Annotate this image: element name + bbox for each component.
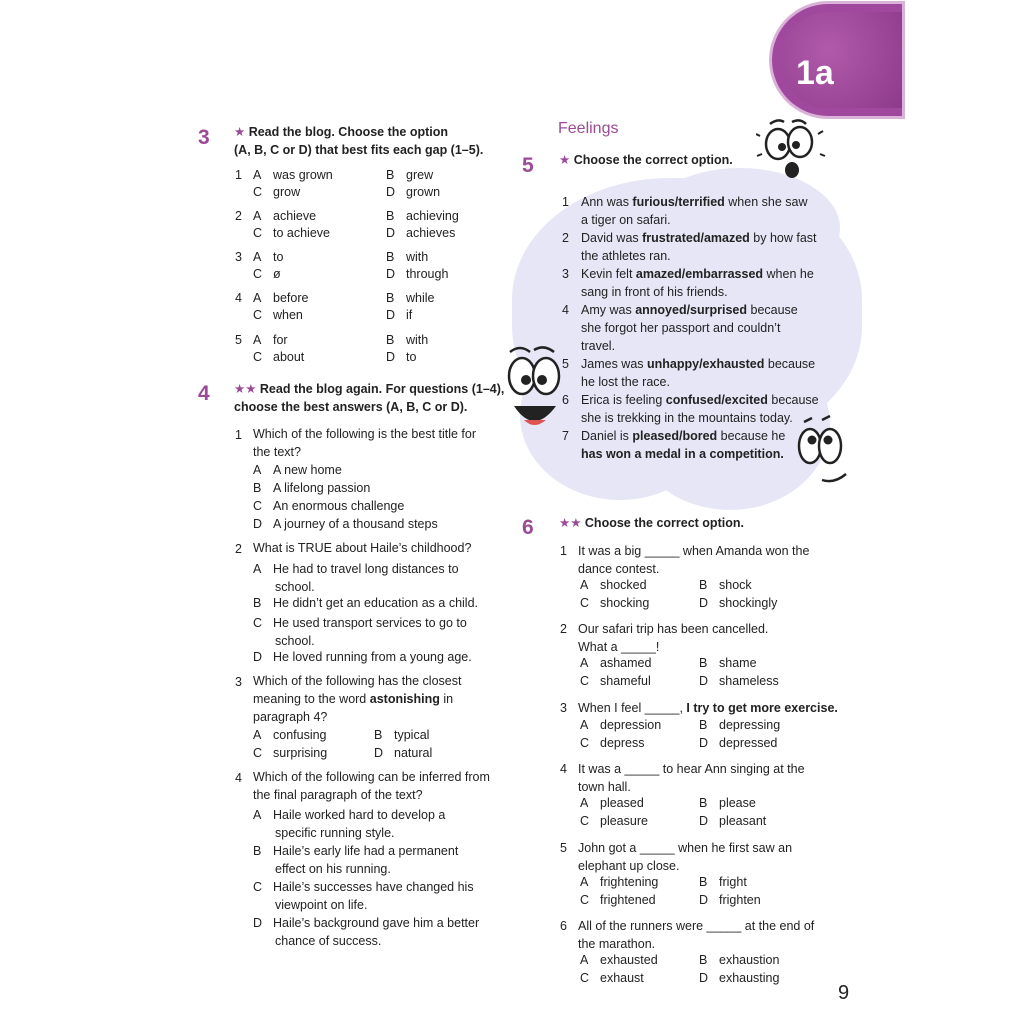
question-number: 4	[235, 291, 242, 305]
question-number: 1	[235, 428, 242, 442]
question-number: 1	[235, 168, 242, 182]
exercise-5-number: 5	[522, 154, 534, 177]
thinking-face-icon	[792, 414, 852, 494]
question-text: All of the runners were _____ at the end of the marathon.	[578, 919, 815, 951]
option-b[interactable]: B achieving	[386, 209, 459, 223]
option-d[interactable]: D natural	[374, 746, 433, 760]
option-b[interactable]: B shame	[699, 656, 757, 670]
option-b[interactable]: B please	[699, 796, 756, 810]
option-a[interactable]: A A new home	[253, 463, 342, 477]
option-d[interactable]: D achieves	[386, 226, 456, 240]
option-c[interactable]: C An enormous challenge	[253, 499, 405, 513]
question-text: It was a big _____ when Amanda won the dance contest.	[578, 544, 810, 576]
option-d[interactable]: D if	[386, 308, 413, 322]
option-a[interactable]: A exhausted	[580, 953, 658, 967]
question-number: 1	[560, 544, 567, 558]
option-a[interactable]: A to	[253, 250, 284, 264]
option-c[interactable]: C depress	[580, 736, 645, 750]
option-a[interactable]: A for	[253, 333, 288, 347]
item-text: Kevin felt amazed/embarrassed when he sang in front of his friends.	[581, 267, 814, 299]
option-c[interactable]: C frightened	[580, 893, 656, 907]
option-b[interactable]: B while	[386, 291, 435, 305]
item-number: 6	[562, 393, 569, 407]
item-number: 4	[562, 303, 569, 317]
option-b[interactable]: B Haile’s early life had a permanent effect on his running.	[253, 844, 459, 876]
option-c[interactable]: C exhaust	[580, 971, 644, 985]
star-icon: ★	[234, 125, 246, 139]
question-text: John got a _____ when he first saw an elephant up close.	[578, 841, 793, 873]
laughing-face-icon	[500, 344, 570, 444]
item-number: 2	[562, 231, 569, 245]
option-a[interactable]: A shocked	[580, 578, 647, 592]
question-text: Which of the following is the best title for the text?	[253, 427, 477, 459]
item-number: 5	[562, 357, 569, 371]
option-b[interactable]: B A lifelong passion	[253, 481, 371, 495]
option-c[interactable]: C ø	[253, 267, 281, 281]
option-c[interactable]: C to achieve	[253, 226, 330, 240]
star-icon: ★	[559, 153, 571, 167]
word-choice[interactable]: confused/excited	[665, 393, 768, 407]
option-c[interactable]: C when	[253, 308, 303, 322]
exercise-4-instruction: ★★ Read the blog again. For questions (1–4), choose the best answers (A, B, C or D).	[234, 382, 505, 414]
option-d[interactable]: D shockingly	[699, 596, 778, 610]
question-text: Which of the following can be inferred from the final paragraph of the text?	[253, 770, 490, 802]
option-b[interactable]: B with	[386, 250, 429, 264]
word-choice[interactable]: frustrated/amazed	[642, 231, 750, 245]
unit-tab	[772, 4, 902, 116]
page-number: 9	[838, 982, 850, 1004]
option-d[interactable]: D grown	[386, 185, 441, 199]
option-b[interactable]: B depressing	[699, 718, 781, 732]
option-b[interactable]: B shock	[699, 578, 752, 592]
exercise-6-instruction: ★★ Choose the correct option.	[559, 516, 744, 530]
star-icon: ★★	[559, 516, 582, 530]
question-number: 5	[560, 841, 567, 855]
question-number: 3	[235, 250, 242, 264]
option-a[interactable]: A was grown	[253, 168, 333, 182]
option-a[interactable]: A frightening	[580, 875, 659, 889]
question-number: 6	[560, 919, 567, 933]
surprised-face-icon	[756, 114, 826, 184]
option-d[interactable]: D A journey of a thousand steps	[253, 517, 438, 531]
option-d[interactable]: D to	[386, 350, 417, 364]
unit-label: 1a	[796, 54, 834, 92]
option-b[interactable]: B fright	[699, 875, 747, 889]
option-c[interactable]: C shameful	[580, 674, 651, 688]
question-number: 4	[560, 762, 567, 776]
item-text: Erica is feeling confused/excited because she is trekking in the mountains today.	[581, 393, 819, 425]
exercise-5-instruction: ★ Choose the correct option.	[559, 153, 733, 167]
question-number: 4	[235, 771, 242, 785]
word-choice[interactable]: furious/terrified	[632, 195, 725, 209]
option-a[interactable]: A He had to travel long distances to school.	[253, 562, 459, 594]
option-b[interactable]: B He didn’t get an education as a child.	[253, 596, 478, 610]
option-a[interactable]: A achieve	[253, 209, 317, 223]
option-a[interactable]: A Haile worked hard to develop a specific running style.	[253, 808, 446, 840]
word-choice[interactable]: amazed/embarrassed	[635, 267, 764, 281]
option-d[interactable]: D Haile’s background gave him a better chance of success.	[253, 916, 480, 948]
exercise-3-number: 3	[198, 126, 210, 149]
option-a[interactable]: A before	[253, 291, 309, 305]
item-number: 3	[562, 267, 569, 281]
item-text: Amy was annoyed/surprised because she forgot her passport and couldn’t travel.	[581, 303, 798, 353]
option-d[interactable]: D He loved running from a young age.	[253, 650, 472, 664]
item-text: Ann was furious/terrified when she saw a tiger on safari.	[581, 195, 808, 227]
item-text: Daniel is pleased/bored because he has won a medal in a competition.	[581, 429, 786, 461]
option-b[interactable]: B grew	[386, 168, 434, 182]
option-a[interactable]: A confusing	[253, 728, 327, 742]
word-choice[interactable]: unhappy/exhausted	[647, 357, 765, 371]
option-b[interactable]: B with	[386, 333, 429, 347]
option-d[interactable]: D pleasant	[699, 814, 767, 828]
item-number: 7	[562, 429, 569, 443]
word-choice[interactable]: annoyed/surprised	[635, 303, 748, 317]
question-text: Which of the following has the closest meaning to the word astonishing in paragraph 4?	[253, 674, 462, 724]
question-number: 5	[235, 333, 242, 347]
item-text: David was frustrated/amazed by how fast the athletes ran.	[581, 231, 817, 263]
question-number: 3	[235, 675, 242, 689]
question-text: It was a _____ to hear Ann singing at the town hall.	[578, 762, 805, 794]
option-c[interactable]: C grow	[253, 185, 301, 199]
item-text: James was unhappy/exhausted because he lost the race.	[581, 357, 816, 389]
option-a[interactable]: A depression	[580, 718, 662, 732]
option-a[interactable]: A pleased	[580, 796, 644, 810]
question-text: When I feel _____, I try to get more exercise.	[578, 701, 838, 715]
option-d[interactable]: D depressed	[699, 736, 778, 750]
question-number: 3	[560, 701, 567, 715]
option-b[interactable]: B typical	[374, 728, 430, 742]
option-c[interactable]: C Haile’s successes have changed his viewpoint on life.	[253, 880, 474, 912]
option-d[interactable]: D exhausting	[699, 971, 780, 985]
exercise-3-instruction: ★ Read the blog. Choose the option (A, B, C or D) that best fits each gap (1–5).	[234, 125, 484, 157]
option-d[interactable]: D frighten	[699, 893, 761, 907]
option-c[interactable]: C He used transport services to go to school.	[253, 616, 467, 648]
option-d[interactable]: D through	[386, 267, 449, 281]
exercise-6-number: 6	[522, 516, 534, 539]
option-c[interactable]: C pleasure	[580, 814, 648, 828]
exercise-4-number: 4	[198, 382, 210, 405]
question-text: What is TRUE about Haile’s childhood?	[253, 541, 472, 555]
option-c[interactable]: C surprising	[253, 746, 328, 760]
section-heading: Feelings	[558, 120, 619, 137]
question-number: 2	[560, 622, 567, 636]
option-b[interactable]: B exhaustion	[699, 953, 780, 967]
word-choice[interactable]: pleased/bored	[632, 429, 718, 443]
star-icon: ★★	[234, 382, 257, 396]
question-text: Our safari trip has been cancelled. What a _____!	[578, 622, 769, 654]
option-c[interactable]: C shocking	[580, 596, 650, 610]
question-number: 2	[235, 542, 242, 556]
question-number: 2	[235, 209, 242, 223]
option-d[interactable]: D shameless	[699, 674, 779, 688]
item-number: 1	[562, 195, 569, 209]
option-c[interactable]: C about	[253, 350, 305, 364]
option-a[interactable]: A ashamed	[580, 656, 652, 670]
